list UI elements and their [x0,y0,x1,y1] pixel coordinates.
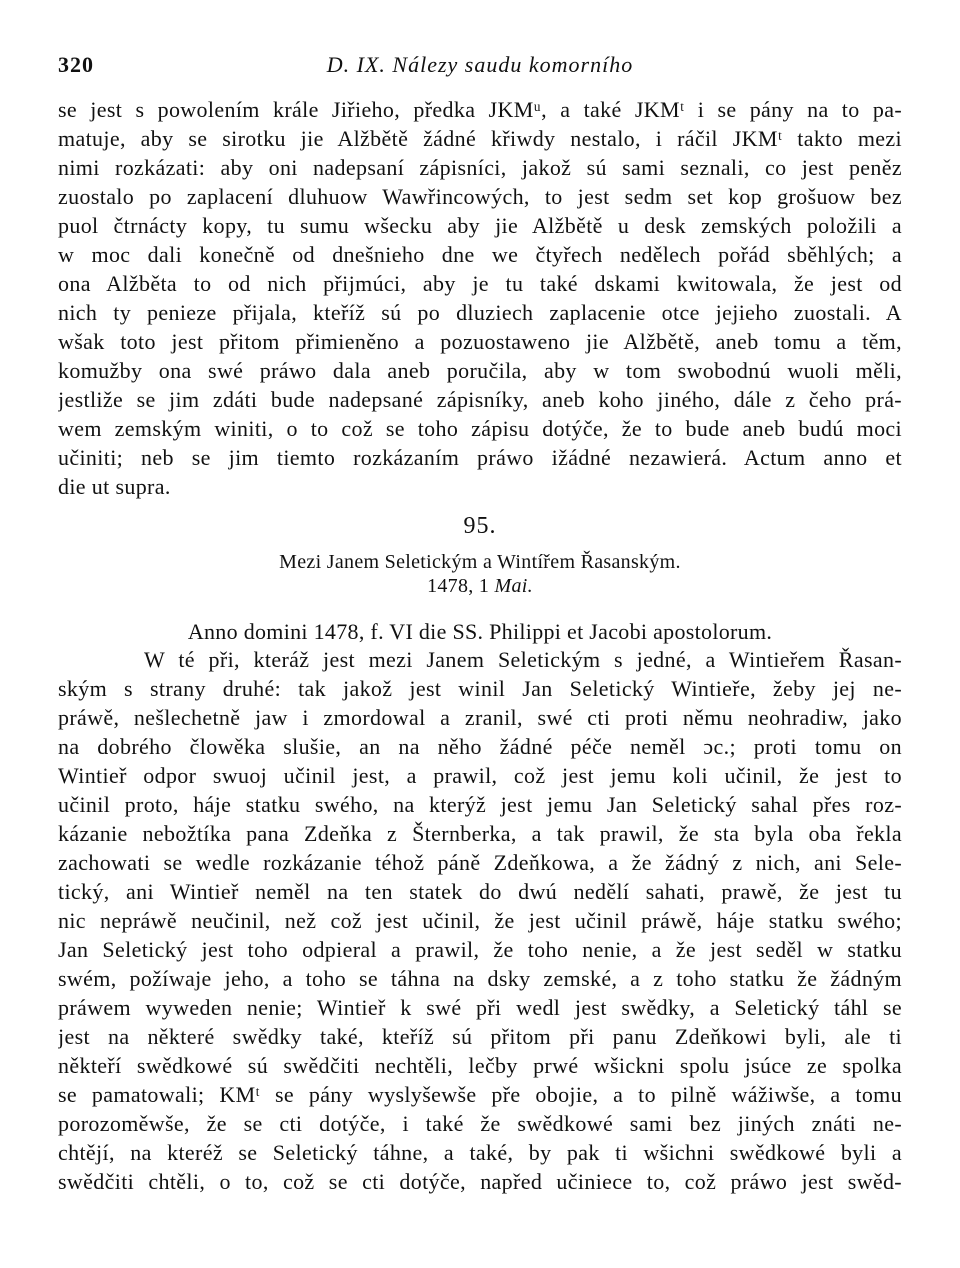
text-line: wem zemským winiti, o to což se toho zápisu dotýče, že to bude aneb budú moci [58,416,902,441]
text-line: kázanie nebožtíka pana Zdeňka z Šternberka, a tak prawil, že sta byla oba řekla [58,821,902,846]
text-line: Wintieř odpor swuoj učinil jest, a prawil, což jest jemu koli učinil, že jest to [58,763,902,788]
text-line: zuostalo po zaplacení dluhuow Wawřincowých, to jest sedm set kop grošuow bez [58,184,902,209]
text-line: w moc dali konečně od dnešnieho dne we čtyřech nedělech pořád sběhlých; a [58,242,902,267]
page-header [58,52,902,86]
text-line: ona Alžběta to od nich přijmúci, aby je tu také dskami kwitowala, že jest od [58,271,902,296]
text-line: W té při, kteráž jest mezi Janem Seletickým s jedné, a Wintieřem Řasan- [144,647,902,672]
text-line: jestliže se jim zdáti bude nadepsané zápisníky, aneb koho jiného, dále z čeho prá- [58,387,902,412]
paragraph-continued [58,95,902,501]
entry-number: 95. [463,513,497,539]
text-line: nic nepráwě neučinil, než což jest učinil, že jest učinil práwě, háje statku swého; [58,908,902,933]
text-line: někteří swědkowé sú swědčiti nechtěli, lečby prwé wšickni spolu jsúce ze spolka [58,1053,902,1078]
text-line: práwem wyweden nenie; Wintieř k swé při wedl jest swědky, a Seletický táhl se [58,995,902,1020]
text-line: práwě, nešlechetně jaw i zmordowal a zranil, swé cti proti němu neohradiw, jako [58,705,902,730]
text-line: tický, ani Wintieř neměl na ten statek do dwú nedělí sahati, prawě, že jest tu [58,879,902,904]
text-line: jest na některé swědky také, kteříž sú přitom při panu Zdeňkowi byli, ale ti [58,1024,902,1049]
page-number: 320 [58,52,94,77]
text-line: puol čtrnácty kopy, tu sumu wšecku aby jie Alžbětě u desk zemských položili a [58,213,902,238]
text-line: se pamatowali; KMᵗ se pány wyslyšewše pře obojie, a to pilně wážiwše, a tomu [58,1082,902,1107]
text-line: ským s strany druhé: tak jakož jest winil Jan Seletický Wintieře, žeby jej ne- [58,676,902,701]
text-line: chtějí, na kteréž se Seletický táhne, a také, by pak ti wšichni swědkowé byli a [58,1140,902,1165]
entry-date [58,572,902,601]
text-line: nimi rozkázati: aby oni nadepsaní zápisníci, jakož sú sami seznali, co jest peněz [58,155,902,180]
text-line: die ut supra. [58,474,171,499]
running-title: D. IX. Nálezy saudu komorního [326,52,634,77]
text-line: swém, požíwaje jeho, a toho se táhna na dsky zemské, a z toho statku že žádným [58,966,902,991]
text-line: na dobrého člowěka slušie, an na něho žádné péče neměl ɔc.; proti tomu on [58,734,902,759]
entry-heading: Mezi Janem Seletickým a Wintířem Řasanským. [279,551,681,573]
text-line: nich ty penieze přijala, kteříž sú po dluziech zaplacenie otce jejieho zuostali. A [58,300,902,325]
entry-date-main: 1478, 1 [427,575,495,597]
text-line: se jest s powolením krále Jiřieho, předka JKMᵘ, a také JKMᵗ i se pány na to pa- [58,97,902,122]
text-line: wšak toto jest přitom přimieněno a pozuostaweno jie Alžbětě, aneb tomu a těm, [58,329,902,354]
text-line: matuje, aby se sirotku jie Alžbětě žádné křiwdy nestalo, i ráčil JKMᵗ takto mezi [58,126,902,151]
text-line: zachowati se wedle rozkázanie téhož páně Zdeňkowa, a že žádný z nich, ani Sele- [58,850,902,875]
text-line: učiniti; neb se jim tiemto rozkázaním práwo ižádné nezawierá. Actum anno et [58,445,902,470]
entry-body [58,645,902,1196]
text-line: porozoměwše, že se cti dotýče, i také že swědkowé sami bez jiných znáti ne- [58,1111,902,1136]
text-line: swědčiti chtěli, o to, což se cti dotýče, napřed učiniece to, což práwo jest swěd- [58,1169,902,1194]
text-line: komužby ona swé práwo dala aneb poručila, aby w tom swobodnú wuoli měli, [58,358,902,383]
entry-anno-line: Anno domini 1478, f. VI die SS. Philippi et Jacobi apostolorum. [187,619,773,644]
entry-date-month: Mai. [494,575,533,597]
text-line: učinil proto, háje statku swého, na kterýž jest jemu Jan Seletický sahal přes roz- [58,792,902,817]
text-line: Jan Seletický jest toho odpieral a prawil, že toho nenie, a že jest seděl w statku [58,937,902,962]
